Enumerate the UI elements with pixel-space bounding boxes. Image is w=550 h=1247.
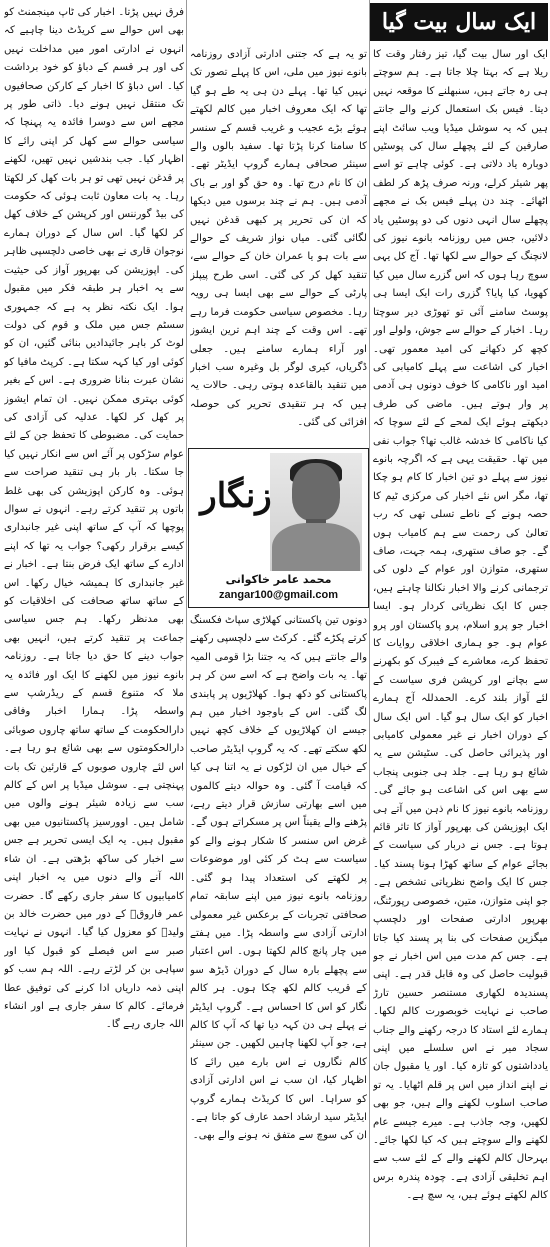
author-box <box>188 448 369 608</box>
author-photo <box>270 453 362 571</box>
text-column-left: فرق نہیں پڑتا۔ اخبار کی ٹاپ مینجمنٹ کو بھی اس حوالے سے کریڈٹ دینا چاہیے کہ انہوں نے ادارتی امور میں مداخلت نہیں کی اور ہر قسم کے دباؤ کو خود برداشت کیا۔ اس دباؤ کا اخبار کے کارکن صحافیوں تک منتقل نہیں ہونے دیا۔ ذاتی طور پر مجھے اس سے دوسرا فائدہ یہ پہنچا کہ سیاسی حوالے سے کھل کر اپنی رائے کا اظہار کیا۔ جب بندشیں نہیں تھیں، لکھنے پر قدغن نہیں تھی تو ہر بات کھل کر لکھتا رہا۔ یہ بات معاون ثابت ہوئی کہ حکومت کی بیڈ گورننس اور کرپشن کے خلاف کھل کر لکھا گیا۔ اس سال کے دوران ہمارے نوجوان قاری نے بھی خاصی دلچسپی ظاہر کی۔ اپوزیشن کی بھرپور آواز کی حیثیت سے یہ اخبار ہر طبقہ فکر میں مقبول ہوا۔ ایک نکتہ نظر یہ ہے کہ جمہوری سسٹم جس میں ملک و قوم کی دولت لوٹ کر باہر جائیدادیں بنائی گئیں، ان کو کوئی اور کیا کہہ سکتا ہے۔ کرپٹ مافیا کو نشان عبرت بنانا ضروری ہے۔ اس کے بغیر کوئی بہتری ممکن نہیں۔ ان تمام ایشوز پر کھل کر لکھا۔ عدلیہ کی آزادی کی حمایت کی۔ مضبوطی کا تحفظ جن کے لئے عوام سڑکوں پر آئے اس سے انکار نہیں کیا جا سکتا۔ بار بار ہی تنقید صراحت سے ہوئی۔ وہ کارکن اپوزیشن کی بھی غلط باتوں پر تنقید کرتے رہے۔ انہوں نے سوال پوچھا کہ آپ کے ساتھ اپنی غیر جانبداری کیسے برقرار رکھی؟ جواب یہ تھا کہ اپنے ادارے کے ساتھ ایک فرض بنتا ہے۔ اخبار نے غیر جانبداری کا ہمیشہ خیال رکھا۔ اس کے ساتھ ساتھ صحافت کی اخلاقیات کو بھی مدنظر رکھا۔ ہم جس سیاسی جماعت پر تنقید کرتے ہیں، انہیں بھی جواب دینے کا حق دیا جاتا ہے۔ روزنامہ بانوے نیوز میں لکھنے کا ایک اور فائدہ یہ ملا کہ متنوع قسم کے ریڈرشپ سے واسطہ پڑا۔ ہمارا اخبار وفاقی دارالحکومت کے ساتھ ساتھ چاروں صوبائی دارالحکومتوں سے بھی شائع ہو رہا ہے۔ اس لئے چاروں صوبوں کے قارئین تک بات پہنچتی ہے۔ سوشل میڈیا پر اس کے کالم سب سے زیادہ شیئر ہونے والوں میں شامل ہیں۔ اوورسیز پاکستانیوں میں بھی مقبول ہیں۔ یہ ایک ایسی تحریر ہے جس سے اخبار کی ساکھ بڑھتی ہے۔ ان شاء اللہ آنے والے دنوں میں یہ اخبار اپنی کامیابیوں کا سفر جاری رکھے گا۔ حضرت عمر فاروقؓ کے دور میں حضرت خالد بن ولیدؓ کو معزول کیا گیا۔ انہوں نے نہایت صبر سے اس فیصلے کو قبول کیا اور سپاہی بن کر لڑتے رہے۔ اللہ ہم سب کو اپنی ذمہ داریاں ادا کرنے کی توفیق عطا فرمائے۔ کالم کا سفر جاری ہے اور انشاء اللہ جاری رہے گا۔ <box>4 7 184 1031</box>
text-column-middle-bottom: دونوں تین پاکستانی کھلاڑی سپاٹ فکسنگ کرتے پکڑے گئے۔ کرکٹ سے دلچسپی رکھنے والے جانتے ہیں کہ یہ جتنا بڑا قومی المیہ تھا۔ یہ بات واضح ہے کہ اسے سن کر ہر پاکستانی کو دکھ ہوا۔ کھلاڑیوں پر پابندی لگ گئی۔ اس کے باوجود اخبار میں ہم جیسے ان کھلاڑیوں کے خلاف کچھ نہیں لکھ سکتے تھے۔ کہ یہ گروپ ایڈیٹر صاحب کے خیال میں ان لڑکوں نے یہ اتنا ہی کیا کہ قیامت آ گئی۔ وہ حوالہ دیتے کالموں میں اسے بھارتی سازش قرار دیتے رہے، پڑھنے والے یقیناً اس پر مسکراتے ہوں گے۔ غرض اس سنسر کا شکار ہونے والے کو سیاست سے ہٹ کر کئی اور موضوعات پر لکھتے کی استعداد پیدا ہو گئی۔ روزنامہ بانوے نیوز میں اپنے سابقہ تمام صحافتی تجربات کے برعکس غیر معمولی ادارتی آزادی سے واسطہ پڑا۔ میں ہفتے میں چار پانچ کالم لکھتا ہوں۔ اس اعتبار سے پچھلے بارہ سال کے دوران ڈیڑھ سو کے قریب کالم لکھ چکا ہوں۔ ہر کالم نگار کو اس کا احساس ہے۔ گروپ ایڈیٹر نے پہلے ہی دن کہہ دیا تھا کہ آپ کا کالم ہے، جو آپ لکھنا چاہیں لکھیں۔ جن سینئر کالم نگاروں نے اس بارے میں رائے کا اظہار کیا، ان سب نے اس ادارتی آزادی کو سراہا۔ اس کا کریڈٹ ہمارے گروپ ایڈیٹر سید ارشاد احمد عارف کو جاتا ہے۔ ان کی سوچ سے متفق نہ ہونے والے بھی۔ <box>190 615 367 1142</box>
column-title: ایک سال بیت گیا <box>370 3 548 41</box>
text-column-right: ایک اور سال بیت گیا، تیز رفتار وقت کا ریلا ہے کہ بہتا چلا جاتا ہے۔ ہم سوچتے ہی رہ جاتے ہیں، سنبھلنے کا موقعہ نہیں دیتا۔ فیس بک استعمال کرنے والے جانتے ہیں کہ یہ سوشل میڈیا ویب سائٹ اپنے صارفین کے لئے پچھلے سال کی پوسٹیں دوبارہ یاد دلاتی ہے۔ کوئی چاہے تو اسے پھر شیئر کرلے، ورنہ صرف پڑھ کر لطف اٹھائے۔ چند دن پہلے فیس بک نے مجھے پچھلے سال انہی دنوں کی دو پوسٹیں یاد دلائیں، جس میں روزنامہ بانوے نیوز کی لانچنگ کے حوالے سے لکھا تھا۔ آج کل یہی سوچ رہا ہوں کہ اس گزرے سال میں کیا کھویا، کیا پایا؟ گزری رات ایک ایسا ہی پوسٹ سامنے آئی تو تھوڑی دیر سوچتا رہا۔ اخبار کے حوالے سے جوش، ولولے اور کچھ کر دکھانے کی امید معمور تھی۔ اخبار کی اشاعت سے پہلے کامیابی کی امید اور ناکامی کا خوف دونوں ہی آدمی پر وار ہوتے ہیں۔ ماضی کی طرف دیکھتے ہوئے ایک لمحے کے لئے سوچا کہ کیا ناکامی کا خدشہ غالب تھا؟ جواب نفی میں تھا۔ حقیقت یہی ہے کہ اگرچہ بانوے نیوز سے پہلے دو تین اخبار کا کام ہو چکا تھا، مگر اس نئے اخبار کی مرکزی ٹیم کا حصہ ہونے کے ناطے تسلی تھی کہ رب تعالیٰ کی رحمت سے ہم کامیاب ہوں گے۔ جو صاف ستھری، ہمہ جہت، صاف ستھری، متوازن اور عوام کے دلوں کی ترجمانی کرنے والا اخبار نکالنا چاہتے ہیں، جس کا ایک نظریاتی کردار ہو۔ ایسا اخبار جو پرو اسلام، پرو پاکستان اور پرو عوام ہو۔ جو ہماری اخلاقی روایات کا تحفظ کرے، معاشرے کے فیبرک کو بکھرنے سے بچانے اور کرپشن فری سیاست کے لئے آواز بلند کرے۔ الحمدللہ آج ہمارے اخبار کو ایک سال ہو گیا۔ اس ایک سال کے دوران اخبار نے غیر معمولی کامیابی اور پذیرائی حاصل کی۔ سٹیشن سے یہ شائع ہو رہا ہے۔ جلد ہی جنوبی پنجاب سے بھی اس کی اشاعت ہو جائے گی۔ روزنامہ بانوے نیوز کا نام ذہن میں آتے ہی ایک اپوزیشن کی بھرپور آواز کا تاثر قائم ہوتا ہے۔ جس نے دربار کی سیاست کے بجائے عوام کے ساتھ کھڑا ہونا پسند کیا۔ جس کا ایک واضح نظریاتی تشخص ہے۔ جو اپنی متوازن، متین، خصوصی رپورٹنگ، بھرپور ادارتی صفحات اور دلچسپ میگزین صفحات کی بنا پر پسند کیا جاتا ہے۔ جس کم مدت میں اس اخبار نے جو قبولیت حاصل کی وہ قابل قدر ہے۔ اپنی پسندیدہ لکھاری مستنصر حسین تارڑ صاحب نے نہایت خوبصورت کالم لکھا۔ ہمارے لئے استاد کا درجہ رکھنے والے جناب سجاد میر نے اس سلسلے میں اپنی یادداشتوں کو تازہ کیا۔ اور یا مقبول جان نے اپنے انداز میں اس پر قلم اٹھایا۔ یہ تو صاحب اسلوب لکھنے والے ہیں، جو بھی لکھیں، وجہ جاذب ہے۔ میرے جیسے عام لکھنے والے سوچتے ہیں کہ کیا لکھا جائے۔ بہرحال کالم لکھنے والے کے لئے سب سے اہم تخلیقی آزادی ہے۔ چودہ پندرہ برس کالم لکھتے ہوئے ہیں، یہ سچ ہے۔ <box>373 49 548 1202</box>
column-divider <box>186 0 187 1247</box>
column-brand-logo: زنگار <box>200 476 272 516</box>
column-divider <box>369 0 370 1247</box>
author-email: zangar100@gmail.com <box>219 589 338 601</box>
text-column-middle-top: تو یہ ہے کہ جتنی ادارتی آزادی روزنامہ بانوے نیوز میں ملی، اس کا پہلے تصور تک نہیں کیا تھا۔ پہلے دن ہی یہ طے ہو گیا تھا کہ ایک معروف اخبار میں کالم لکھتے ہوئے بڑے عجیب و غریب قسم کے سنسر کا سامنا کرنا پڑتا تھا۔ سفید بالوں والے سینئر صحافی ہمارے گروپ ایڈیٹر تھے۔ ان کا نام درج تھا۔ وہ حق گو اور بے باک آدمی ہیں۔ ہم نے چند برسوں میں دیکھا کہ ان کی تحریر پر کبھی قدغن نہیں لگائی گئی۔ میاں نواز شریف کے حوالے سے بات ہو یا عمران خان کے حوالے سے، تنقید کھل کر کی گئی۔ اسی طرح پیپلز پارٹی کے حوالے سے بھی ایسا ہی رویہ رہا۔ مخصوص سیاسی حکومت فرما رہے تھے۔ اس وقت کے چند اہم ترین ایشوز اور آراء ہمارے سامنے ہیں۔ جعلی ڈگریاں، کیری لوگر بل وغیرہ سب اخبار میں تنقید بالقاعدہ ہوتی رہی۔ حالات یہ ہیں کہ ہر تنقیدی تحریر کی حوصلہ افزائی کی گئی۔ <box>190 49 367 429</box>
author-name: محمد عامر خاکوانی <box>225 573 332 586</box>
